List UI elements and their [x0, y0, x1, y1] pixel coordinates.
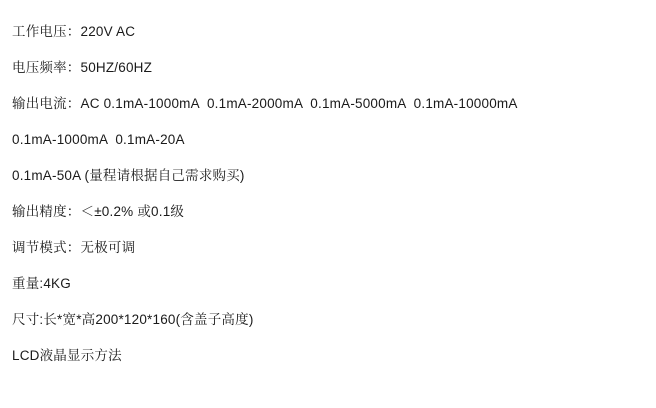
- spec-line-display-method: LCD液晶显示方法: [12, 348, 122, 364]
- spec-line-adjust-mode: 调节模式：无极可调: [12, 240, 136, 256]
- spec-line-working-voltage: 工作电压：220V AC: [12, 24, 136, 40]
- spec-line-weight: 重量:4KG: [12, 276, 71, 292]
- spec-line-voltage-frequency: 电压频率：50HZ/60HZ: [12, 60, 153, 76]
- spec-line-dimensions: 尺寸:长*宽*高200*120*160(含盖子高度): [12, 312, 254, 328]
- spec-line-output-current-continued: 0.1mA-1000mA 0.1mA-20A: [12, 132, 185, 148]
- spec-line-output-accuracy: 输出精度：＜±0.2% 或0.1级: [12, 204, 185, 220]
- spec-line-output-current: 输出电流：AC 0.1mA-1000mA 0.1mA-2000mA 0.1mA-5000mA 0.1mA-10000mA: [12, 96, 518, 112]
- spec-line-output-current-range-note: 0.1mA-50A (量程请根据自己需求购买): [12, 168, 245, 184]
